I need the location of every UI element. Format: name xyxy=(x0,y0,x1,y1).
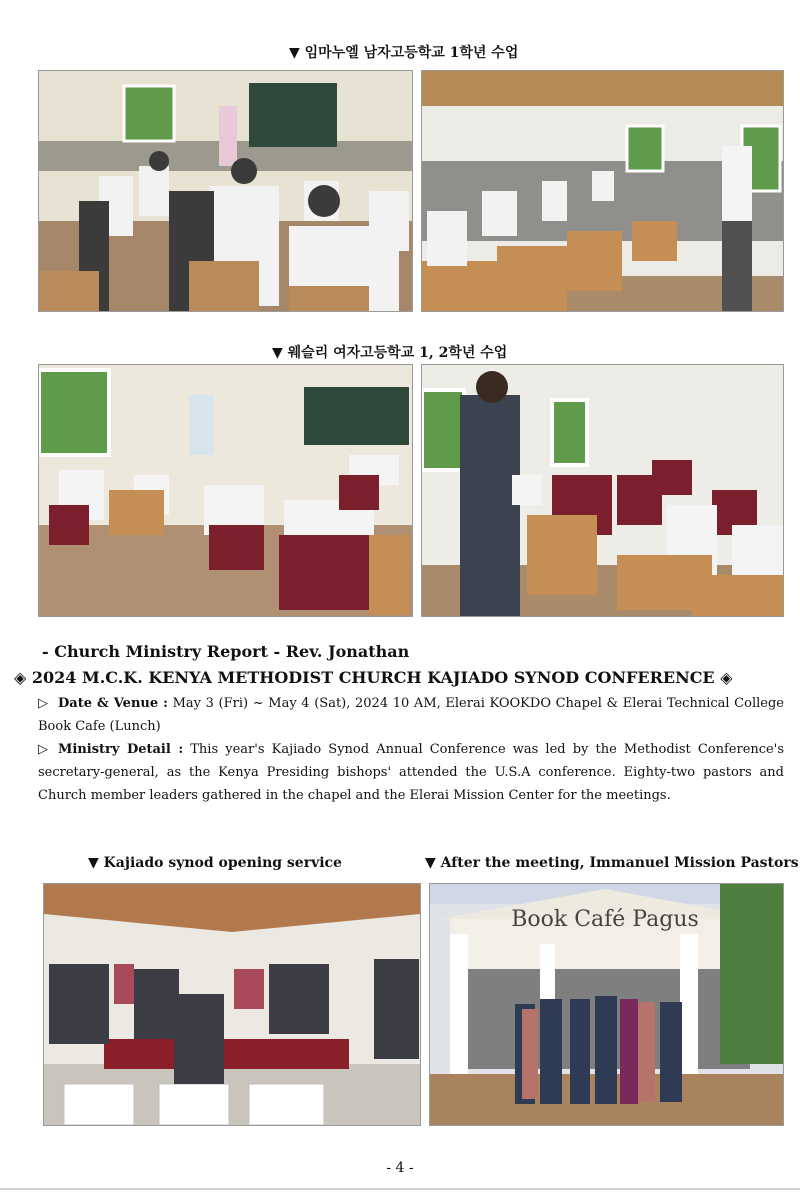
photo-girls-classroom-2 xyxy=(421,364,784,617)
book-cafe-sign: Book Café Pagus xyxy=(511,907,699,932)
caption-boys-school: ▼ 임마누엘 남자고등학교 1학년 수업 xyxy=(289,45,519,61)
date-venue-text: May 3 (Fri) ~ May 4 (Sat), 2024 10 AM, Elerai KOOKDO Chapel & Elerai Technical College Book Cafe (Lunch) xyxy=(38,696,784,734)
bullet-icon: ▷ xyxy=(38,696,48,711)
ministry-detail-label: Ministry Detail : xyxy=(58,742,184,757)
photo-girls-classroom-1 xyxy=(38,364,413,617)
photo-opening-service xyxy=(43,883,421,1126)
bottom-divider xyxy=(0,1188,800,1190)
date-venue-item xyxy=(38,692,784,738)
ministry-detail-text: This year's Kajiado Synod Annual Conference was led by the Methodist Conference's secretary-general, as the Kenya Presiding bishops' attended the U.S.A conference. Eighty-two pastors and Church member leaders gathered in the chapel and the Elerai Mission Center for the meetings. xyxy=(38,742,784,803)
conference-title: ◈ 2024 M.C.K. KENYA METHODIST CHURCH KAJIADO SYNOD CONFERENCE ◈ xyxy=(14,668,733,687)
page-number: - 4 - xyxy=(386,1160,414,1176)
photo-pastors-group xyxy=(429,883,784,1126)
report-title: - Church Ministry Report - Rev. Jonathan xyxy=(42,642,410,661)
photo-boys-classroom-1 xyxy=(38,70,413,312)
caption-girls-school: ▼ 웨슬리 여자고등학교 1, 2학년 수업 xyxy=(272,345,508,361)
ministry-detail-item xyxy=(38,738,784,807)
photo-boys-classroom-2 xyxy=(421,70,784,312)
date-venue-label: Date & Venue : xyxy=(58,696,168,711)
caption-mission-pastors: ▼ After the meeting, Immanuel Mission Pastors xyxy=(425,855,799,871)
bullet-icon: ▷ xyxy=(38,742,48,757)
caption-opening-service: ▼ Kajiado synod opening service xyxy=(88,855,342,871)
